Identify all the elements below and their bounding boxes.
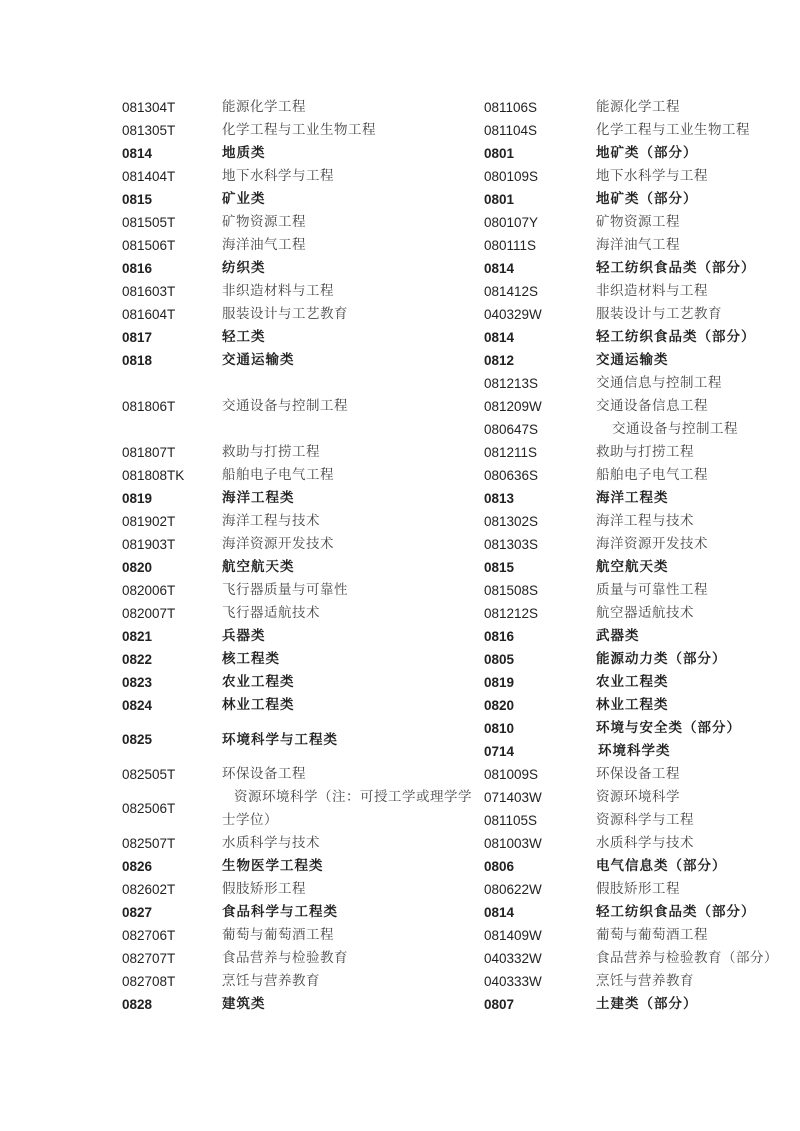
category-row [484, 901, 784, 924]
major-row [122, 832, 472, 855]
row-name: 生物医学工程类 [222, 858, 324, 874]
new-catalog-column [122, 96, 472, 1016]
row-code: 081603T [122, 284, 176, 299]
row-name: 交通信息与控制工程 [596, 375, 722, 391]
row-name: 地下水科学与工程 [222, 168, 334, 184]
row-code: 081304T [122, 100, 176, 115]
row-name: 海洋工程与技术 [596, 513, 694, 529]
row-name: 航空航天类 [596, 559, 669, 575]
row-code: 080111S [484, 238, 537, 253]
category-row [122, 993, 472, 1016]
row-code: 0805 [484, 652, 515, 667]
major-row [484, 763, 784, 786]
category-row [484, 648, 784, 671]
spacer-row [122, 372, 472, 395]
major-row [122, 533, 472, 556]
row-code: 0806 [484, 859, 515, 874]
row-code: 0801 [484, 192, 515, 207]
major-row [122, 510, 472, 533]
row-name: 食品营养与检验教育（部分） [596, 950, 778, 966]
row-name: 土建类（部分） [596, 996, 698, 1012]
row-name: 地矿类（部分） [596, 191, 698, 207]
major-row [484, 165, 784, 188]
row-name: 救助与打捞工程 [222, 444, 320, 460]
row-code: 0815 [122, 192, 153, 207]
major-row [484, 947, 784, 970]
category-row [122, 556, 472, 579]
major-row [122, 395, 472, 418]
row-code: 081003W [484, 836, 542, 851]
row-name: 环保设备工程 [596, 766, 680, 782]
row-code: 082006T [122, 583, 176, 598]
row-name: 交通运输类 [222, 352, 295, 368]
row-code: 081808TK [122, 468, 185, 483]
row-code: 081903T [122, 537, 176, 552]
row-name: 林业工程类 [596, 697, 669, 713]
row-name: 海洋工程类 [222, 490, 295, 506]
row-name: 资源科学与工程 [596, 812, 694, 828]
category-row [484, 855, 784, 878]
category-row [484, 188, 784, 211]
row-code: 0821 [122, 629, 153, 644]
row-name: 船舶电子电气工程 [222, 467, 334, 483]
major-row [122, 211, 472, 234]
major-row [122, 786, 472, 832]
row-name: 环境与安全类（部分） [596, 720, 741, 736]
row-code: 082506T [122, 801, 176, 816]
row-code: 040333W [484, 974, 542, 989]
major-row [484, 211, 784, 234]
row-code: 081212S [484, 606, 539, 621]
row-code: 0817 [122, 330, 153, 345]
row-code: 082505T [122, 767, 176, 782]
row-name: 林业工程类 [222, 697, 295, 713]
row-name: 烹饪与营养教育 [596, 973, 694, 989]
row-code: 081303S [484, 537, 539, 552]
category-row [484, 694, 784, 717]
row-code: 081104S [484, 123, 538, 138]
row-code: 0823 [122, 675, 153, 690]
major-row [484, 418, 784, 441]
row-name: 环保设备工程 [222, 766, 306, 782]
row-code: 0807 [484, 997, 515, 1012]
old-catalog-column [484, 96, 784, 1016]
row-code: 0819 [122, 491, 153, 506]
major-row [122, 947, 472, 970]
row-name: 地矿类（部分） [596, 145, 698, 161]
row-code: 0810 [484, 721, 515, 736]
row-code: 081106S [484, 100, 538, 115]
row-code: 081213S [484, 376, 539, 391]
row-name: 农业工程类 [596, 674, 669, 690]
row-name: 海洋工程类 [596, 490, 669, 506]
row-name: 农业工程类 [222, 674, 295, 690]
row-name: 假肢矫形工程 [596, 881, 680, 897]
row-name: 轻工纺织食品类（部分） [596, 329, 756, 345]
row-code: 0714 [484, 744, 515, 759]
major-row [122, 878, 472, 901]
row-name: 资源环境科学（注：可授工学或理学学士学位） [222, 789, 472, 828]
major-row [122, 165, 472, 188]
row-code: 0814 [484, 261, 515, 276]
row-code: 081302S [484, 514, 539, 529]
row-code: 0815 [484, 560, 515, 575]
row-name: 武器类 [596, 628, 640, 644]
major-row [484, 372, 784, 395]
major-row [122, 119, 472, 142]
row-code: 0820 [484, 698, 515, 713]
major-row [484, 119, 784, 142]
major-row [484, 924, 784, 947]
row-code: 0813 [484, 491, 515, 506]
row-name: 纺织类 [222, 260, 266, 276]
major-row [484, 832, 784, 855]
major-row [484, 441, 784, 464]
row-name: 交通运输类 [596, 352, 669, 368]
category-row [484, 671, 784, 694]
row-code: 081902T [122, 514, 176, 529]
row-name: 矿物资源工程 [222, 214, 306, 230]
major-row [484, 96, 784, 119]
category-row [122, 142, 472, 165]
row-code: 081604T [122, 307, 176, 322]
row-name: 船舶电子电气工程 [596, 467, 708, 483]
row-code: 082706T [122, 928, 176, 943]
row-code: 0801 [484, 146, 515, 161]
major-row [484, 579, 784, 602]
row-name: 假肢矫形工程 [222, 881, 306, 897]
major-row [122, 579, 472, 602]
row-code: 081409W [484, 928, 542, 943]
category-row [484, 487, 784, 510]
major-row [484, 602, 784, 625]
row-code: 0819 [484, 675, 515, 690]
row-name: 轻工纺织食品类（部分） [596, 904, 756, 920]
row-name: 资源环境科学 [596, 789, 680, 805]
row-name: 食品营养与检验教育 [222, 950, 348, 966]
row-name: 建筑类 [222, 996, 266, 1012]
row-name: 水质科学与技术 [222, 835, 320, 851]
category-row [122, 257, 472, 280]
major-row [122, 464, 472, 487]
row-name: 海洋油气工程 [222, 237, 306, 253]
major-row [122, 234, 472, 257]
major-row [122, 763, 472, 786]
row-name: 航空器适航技术 [596, 605, 694, 621]
row-name: 食品科学与工程类 [222, 904, 338, 920]
row-code: 0816 [122, 261, 153, 276]
row-name: 烹饪与营养教育 [222, 973, 320, 989]
major-row [484, 280, 784, 303]
row-code: 0812 [484, 353, 515, 368]
category-row [484, 142, 784, 165]
row-code: 080622W [484, 882, 542, 897]
row-name: 葡萄与葡萄酒工程 [596, 927, 708, 943]
row-name: 兵器类 [222, 628, 266, 644]
row-name: 能源动力类（部分） [596, 651, 727, 667]
row-name: 非织造材料与工程 [596, 283, 708, 299]
row-name: 核工程类 [222, 651, 280, 667]
major-row [484, 878, 784, 901]
row-code: 081412S [484, 284, 539, 299]
category-row [484, 326, 784, 349]
major-row [122, 280, 472, 303]
row-code: 081305T [122, 123, 176, 138]
row-code: 0814 [484, 330, 515, 345]
row-code: 040332W [484, 951, 542, 966]
row-code: 0822 [122, 652, 153, 667]
major-row [122, 602, 472, 625]
row-code: 071403W [484, 790, 542, 805]
row-name: 轻工纺织食品类（部分） [596, 260, 756, 276]
major-row [484, 533, 784, 556]
row-name: 海洋资源开发技术 [222, 536, 334, 552]
row-code: 080109S [484, 169, 539, 184]
category-row [484, 349, 784, 372]
row-code: 0818 [122, 353, 153, 368]
row-code: 0825 [122, 732, 153, 747]
row-name: 海洋资源开发技术 [596, 536, 708, 552]
major-row [484, 234, 784, 257]
row-code: 081404T [122, 169, 176, 184]
row-name: 地质类 [222, 145, 266, 161]
row-code: 082007T [122, 606, 176, 621]
category-row [484, 625, 784, 648]
category-row [122, 625, 472, 648]
row-name: 葡萄与葡萄酒工程 [222, 927, 334, 943]
row-name: 救助与打捞工程 [596, 444, 694, 460]
row-name: 服装设计与工艺教育 [222, 306, 348, 322]
row-code: 0814 [484, 905, 515, 920]
row-name: 化学工程与工业生物工程 [222, 122, 376, 138]
major-row [484, 970, 784, 993]
category-row [122, 717, 472, 763]
row-code: 080636S [484, 468, 539, 483]
row-code: 080107Y [484, 215, 539, 230]
major-row [484, 809, 784, 832]
major-row [484, 510, 784, 533]
row-name: 地下水科学与工程 [596, 168, 708, 184]
row-code: 081508S [484, 583, 539, 598]
major-row [122, 924, 472, 947]
row-name: 环境科学类 [598, 743, 671, 759]
row-code: 0827 [122, 905, 153, 920]
row-name: 轻工类 [222, 329, 266, 345]
category-row [122, 671, 472, 694]
row-code: 080647S [484, 422, 539, 437]
row-name: 矿业类 [222, 191, 266, 207]
row-code: 0820 [122, 560, 153, 575]
category-row [484, 993, 784, 1016]
row-name: 海洋油气工程 [596, 237, 680, 253]
row-name: 矿物资源工程 [596, 214, 680, 230]
row-code: 082707T [122, 951, 176, 966]
row-code: 0824 [122, 698, 153, 713]
row-name: 水质科学与技术 [596, 835, 694, 851]
row-name: 交通设备信息工程 [596, 398, 708, 414]
row-name: 化学工程与工业生物工程 [596, 122, 750, 138]
category-row [122, 855, 472, 878]
row-code: 081806T [122, 399, 176, 414]
row-code: 081506T [122, 238, 176, 253]
row-code: 0828 [122, 997, 153, 1012]
category-row [122, 349, 472, 372]
category-row [122, 648, 472, 671]
row-name: 非织造材料与工程 [222, 283, 334, 299]
category-row [122, 487, 472, 510]
major-row [122, 441, 472, 464]
row-code: 0814 [122, 146, 153, 161]
row-name: 电气信息类（部分） [596, 858, 727, 874]
spacer-row [122, 418, 472, 441]
row-name: 能源化学工程 [596, 99, 680, 115]
category-row [484, 740, 784, 763]
row-name: 服装设计与工艺教育 [596, 306, 722, 322]
row-name: 海洋工程与技术 [222, 513, 320, 529]
category-row [484, 717, 784, 740]
major-row [484, 464, 784, 487]
category-row [484, 257, 784, 280]
major-row [484, 786, 784, 809]
row-name: 飞行器适航技术 [222, 605, 320, 621]
major-row [484, 395, 784, 418]
category-row [122, 694, 472, 717]
row-code: 081209W [484, 399, 542, 414]
category-row [122, 188, 472, 211]
row-code: 081807T [122, 445, 176, 460]
row-code: 082507T [122, 836, 176, 851]
row-name: 飞行器质量与可靠性 [222, 582, 348, 598]
row-name: 航空航天类 [222, 559, 295, 575]
row-name: 交通设备与控制工程 [222, 398, 348, 414]
row-code: 082602T [122, 882, 176, 897]
row-name: 能源化学工程 [222, 99, 306, 115]
row-code: 081105S [484, 813, 538, 828]
category-row [122, 326, 472, 349]
row-code: 081009S [484, 767, 539, 782]
category-row [122, 901, 472, 924]
row-code: 040329W [484, 307, 542, 322]
row-code: 0816 [484, 629, 515, 644]
category-row [484, 556, 784, 579]
major-row [122, 303, 472, 326]
major-row [122, 96, 472, 119]
major-row [122, 970, 472, 993]
row-code: 081505T [122, 215, 176, 230]
row-code: 082708T [122, 974, 176, 989]
row-name: 交通设备与控制工程 [612, 421, 738, 437]
row-name: 质量与可靠性工程 [596, 582, 708, 598]
row-name: 环境科学与工程类 [222, 732, 338, 748]
major-row [484, 303, 784, 326]
row-code: 0826 [122, 859, 153, 874]
row-code: 081211S [484, 445, 538, 460]
